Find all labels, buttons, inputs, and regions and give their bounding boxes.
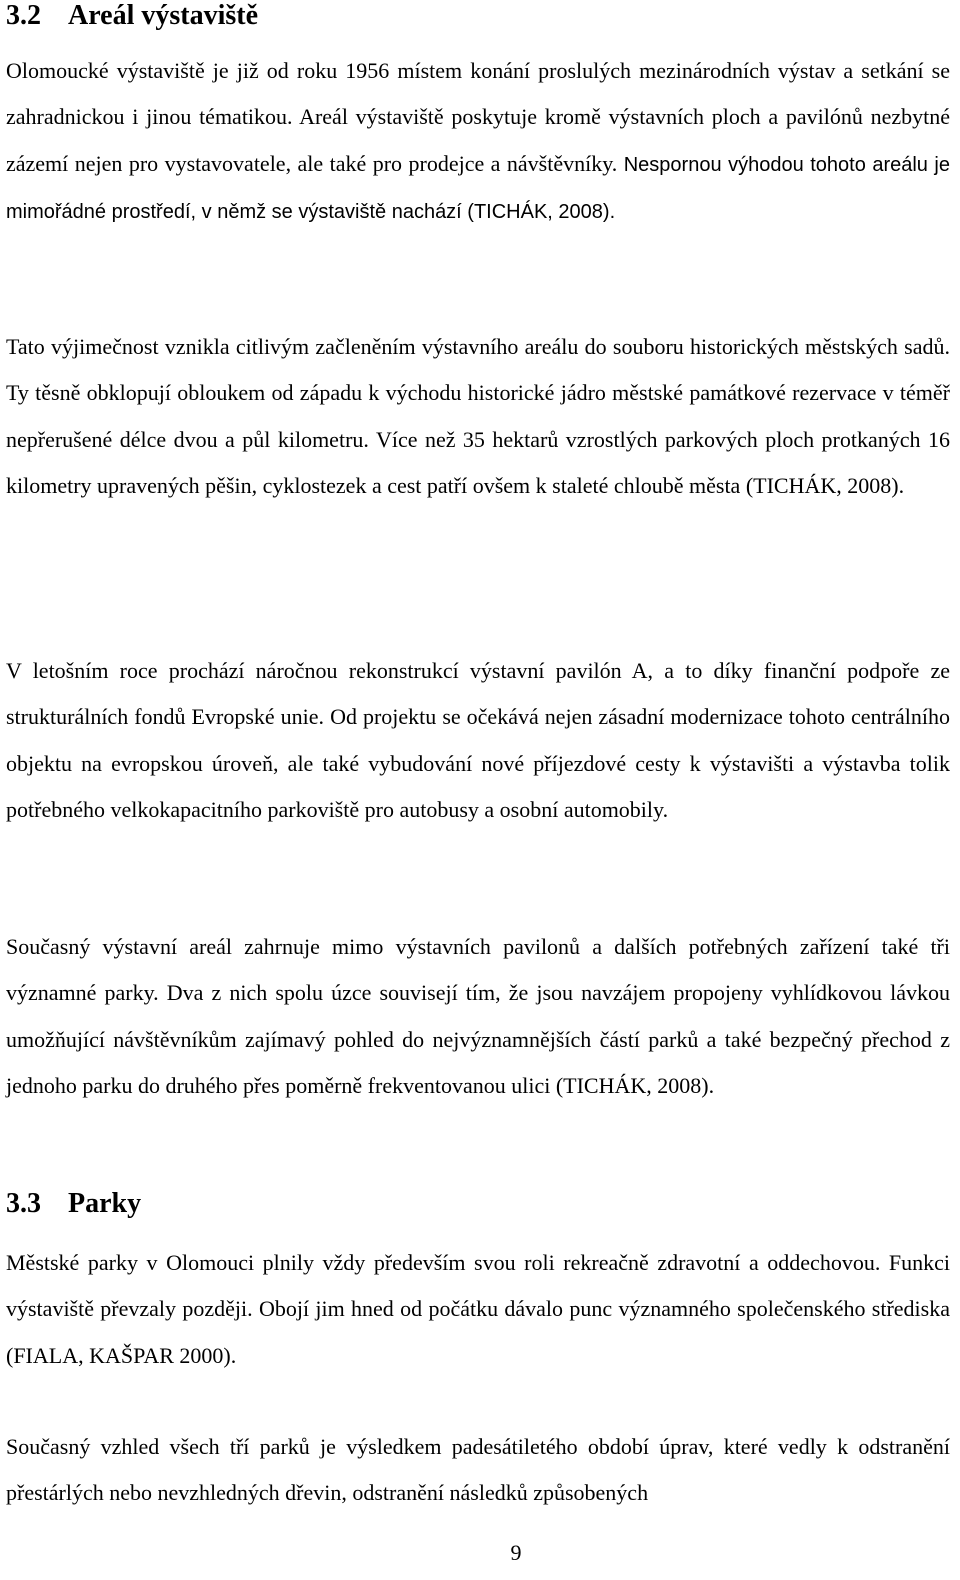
paragraph-text: Olomoucké výstaviště je již od roku 1956 místem konání proslulých mezinárodních výstav a setkání se zahradnickou i jinou tématikou. Areál výstaviště poskytuje kromě výstavních ploch a pavilónů nezbytné zázemí nejen pro vystavovatele, ale také pro prodejce a návštěvníky. <box>6 58 950 176</box>
page-number: 9 <box>510 1540 522 1565</box>
paragraph: Současný vzhled všech tří parků je výsledkem padesátiletého období úprav, které vedly k odstranění přestárlých nebo nevzhledných dřevin, odstranění následků způsobených <box>6 1434 950 1506</box>
paragraph: Tato výjimečnost vznikla citlivým začleněním výstavního areálu do souboru historických městských sadů. Ty těsně obklopují obloukem od západu k východu historické jádro městské památkové rezervace v téměř nepřerušené délce dvou a půl kilometru. Více než 35 hektarů vzrostlých parkových ploch protkaných 16 kilometry upravených pěšin, cyklostezek a cest patří ovšem k staleté chloubě města (TICHÁK, 2008). <box>6 334 950 498</box>
paragraph: V letošním roce prochází náročnou rekonstrukcí výstavní pavilón A, a to díky finanční podpoře ze strukturálních fondů Evropské unie. Od projektu se očekává nejen zásadní modernizace tohoto centrálního objektu na evropskou úroveň, ale také vybudování nové příjezdové cesty k výstavišti a výstavba tolik potřebného velkokapacitního parkoviště pro autobusy a osobní automobily. <box>6 658 950 822</box>
section-number: 3.2 <box>6 0 41 31</box>
paragraph <box>6 48 950 235</box>
section-title: Areál výstaviště <box>68 0 258 31</box>
paragraph: Městské parky v Olomouci plnily vždy především svou roli rekreačně zdravotní a oddechovou. Funkci výstaviště převzaly později. Obojí jim hned od počátku dávalo punc významného společenského střediska (FIALA, KAŠPAR 2000). <box>6 1250 950 1368</box>
section-heading-parky <box>6 1188 141 1220</box>
section-title: Parky <box>68 1188 142 1219</box>
paragraph: Současný výstavní areál zahrnuje mimo výstavních pavilonů a dalších potřebných zařízení také tři významné parky. Dva z nich spolu úzce souvisejí tím, že jsou navzájem propojeny vyhlídkovou lávkou umožňující návštěvníkům zajímavý pohled do nejvýznamnějších částí parků a také bezpečný přechod z jednoho parku do druhého přes poměrně frekventovanou ulici (TICHÁK, 2008). <box>6 934 950 1098</box>
paragraph-text-sans: Nespornou výhodou tohoto areálu je mimořádné prostředí, v němž se výstaviště nachází (TICHÁK, 2008). <box>6 153 950 223</box>
section-number: 3.3 <box>6 1188 41 1219</box>
section-heading-areal-vystaviste <box>6 0 258 32</box>
